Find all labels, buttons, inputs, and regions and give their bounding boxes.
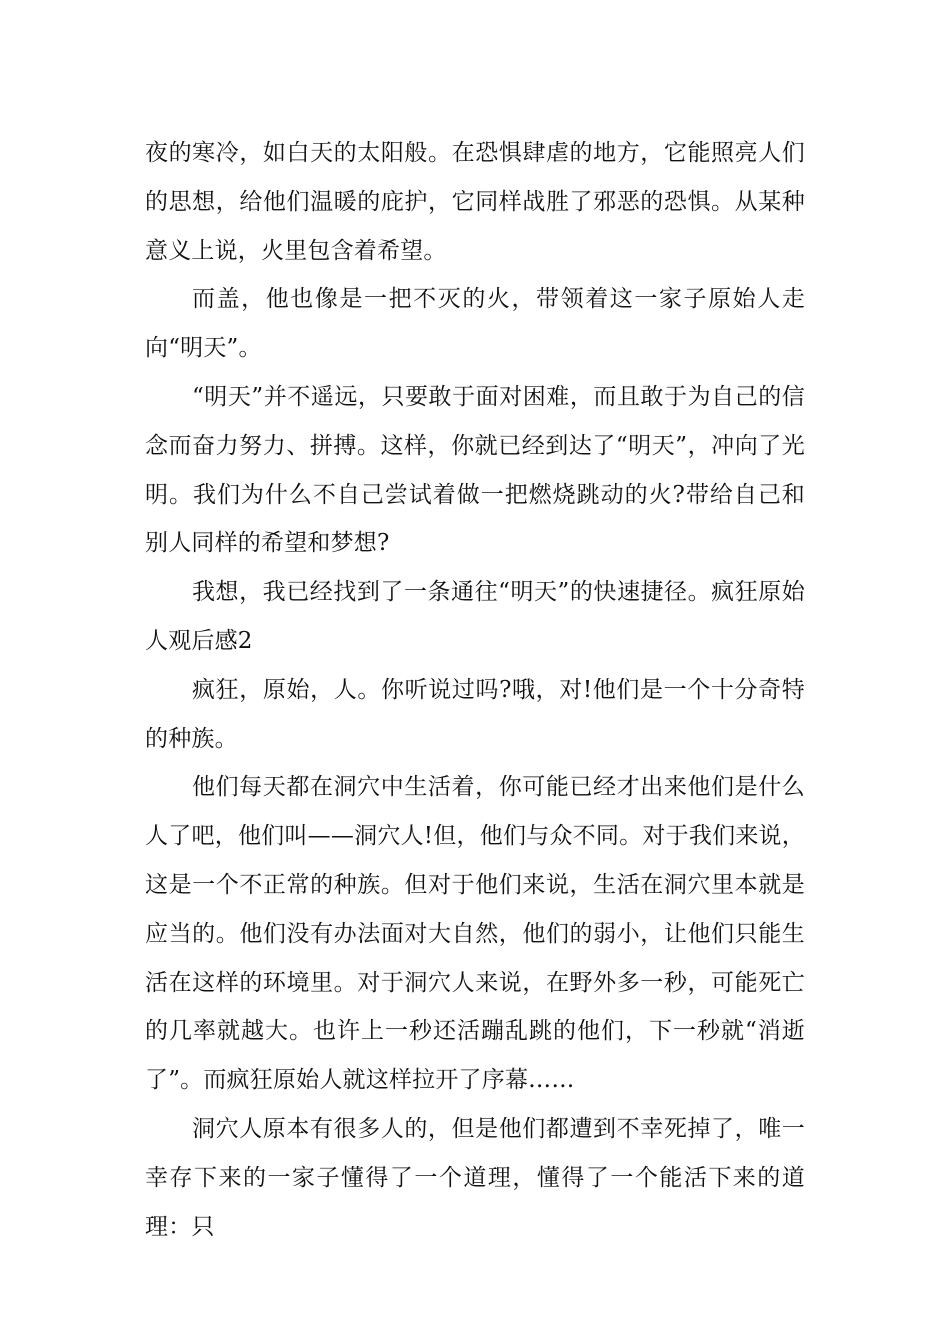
paragraph: “明天”并不遥远，只要敢于面对困难，而且敢于为自己的信念而奋力努力、拼搏。这样，你就已经到达了“明天”，冲向了光明。我们为什么不自己尝试着做一把燃烧跳动的火?带给自己和别人同样的希望和梦想? [145, 383, 805, 557]
document-body [145, 129, 805, 1251]
paragraph: 我想，我已经找到了一条通往“明天”的快速捷径。疯狂原始人观后感2 [145, 579, 805, 654]
paragraph-continuation: 夜的寒冷，如白天的太阳般。在恐惧肆虐的地方，它能照亮人们的思想，给他们温暖的庇护，它同样战胜了邪恶的恐惧。从某种意义上说，火里包含着希望。 [145, 140, 805, 264]
paragraph: 而盖，他也像是一把不灭的火，带领着这一家子原始人走向“明天”。 [145, 286, 805, 362]
paragraph: 疯狂，原始，人。你听说过吗?哦，对!他们是一个十分奇特的种族。 [145, 676, 805, 752]
paragraph: 他们每天都在洞穴中生活着，你可能已经才出来他们是什么人了吧，他们叫——洞穴人!但，他们与众不同。对于我们来说，这是一个不正常的种族。但对于他们来说，生活在洞穴里本就是应当的。他们没有办法面对大自然，他们的弱小，让他们只能生活在这样的环境里。对于洞穴人来说，在野外多一秒，可能死亡的几率就越大。也许上一秒还活蹦乱跳的他们，下一秒就“消逝了”。而疯狂原始人就这样拉开了序幕…… [145, 774, 805, 1094]
paragraph: 洞穴人原本有很多人的，但是他们都遭到不幸死掉了，唯一幸存下来的一家子懂得了一个道理，懂得了一个能活下来的道理：只 [145, 1115, 805, 1240]
